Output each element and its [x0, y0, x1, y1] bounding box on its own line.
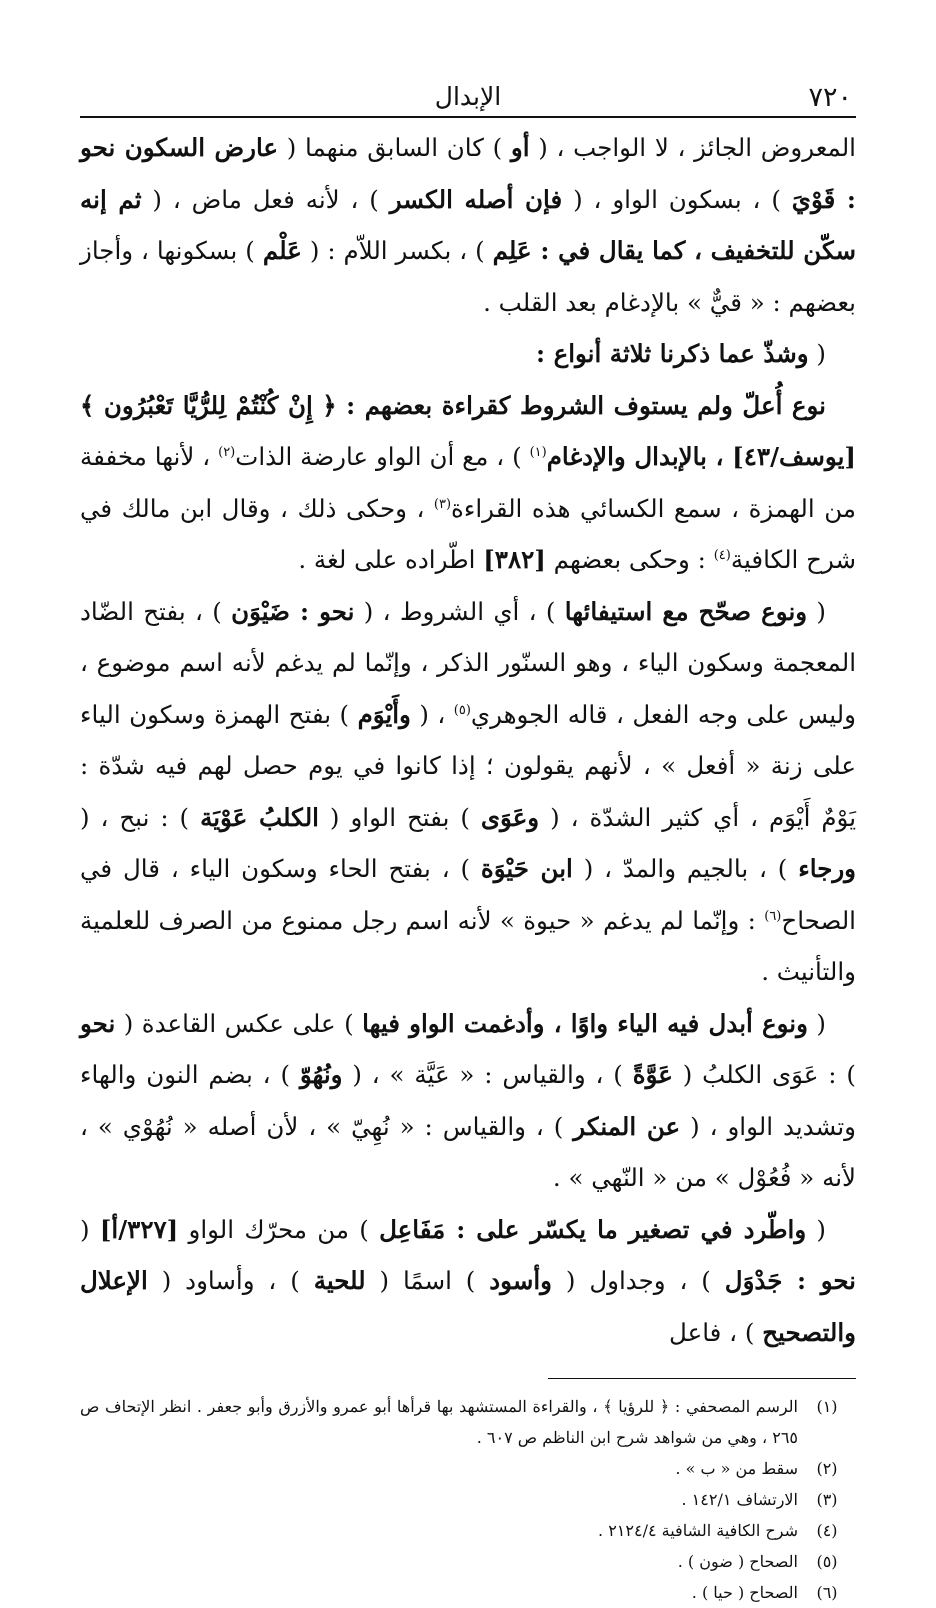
running-title: الإبدال — [434, 82, 502, 111]
paragraph: ( ونوع صحّح مع استيفائها ) ، أي الشروط ، ( نحو : ضَيْوَن ) ، بفتح الضّاد المعجمة وسكون الياء ، وهو السنّور الذكر ، وإنّما لم يدغم لأنه اسم موضوع ، وليس على وجه الفعل ، قاله الجوهري$^{(٥)}$ ، ( وأَيْوَم ) بفتح الهمزة وسكون الياء على زنة « أفعل » ، لأنهم يقولون ؛ إذا كانوا في يوم حصل لهم فيه شدّة : يَوْمٌ أَيْوَم ، أي كثير الشدّة ، ( وعَوَى ) بفتح الواو ( الكلبُ عَوْيَة ) : نبح ، ( ورجاء ) ، بالجيم والمدّ ، ( ابن حَيْوَة ) ، بفتح الحاء وسكون الياء ، قال في الصحاح$^{(٦)}$ : وإنّما لم يدغم « حيوة » لأنه اسم رجل ممنوع من الصرف للعلمية والتأنيث . — [80, 596, 857, 986]
page-number: ٧٢٠ — [808, 82, 852, 113]
paragraph: ( واطّرد في تصغير ما يكسّر على : مَفَاعِل ) من محرّك الواو [٣٢٧/أ] ( نحو : جَدْوَل ) ، وجداول ( وأسود ) اسمًا ( للحية ) ، وأساود ( الإعلال والتصحيح ) ، فاعل — [80, 1214, 857, 1347]
paragraph: المعروض الجائز ، لا الواجب ، ( أو ) كان السابق منهما ( عارض السكون نحو : قَوْيَ ) ، بسكون الواو ، ( فإن أصله الكسر ) ، لأنه فعل ماض ، ( ثم إنه سكّن للتخفيف ، كما يقال في : عَلِم ) ، بكسر اللاّم : ( عَلْم ) بسكونها ، وأجاز بعضهم : « قيٌّ » بالإدغام بعد القلب . — [80, 133, 857, 317]
footnote: (٢) سقط من « ب » . — [675, 1459, 838, 1478]
footnote-ref: (١) — [529, 444, 547, 460]
footnote-ref: (٤) — [713, 547, 731, 563]
footnote: (٣) الارتشاف ١٤٢/١ . — [681, 1490, 838, 1509]
footnote-ref: (٢) — [218, 444, 236, 460]
paragraph: نوع أُعلّ ولم يستوف الشروط كقراءة بعضهم : ﴿ إِنْ كُنْتُمْ لِلرُّيَّا تَعْبُرُون ﴾ [يوسف/٤٣] ، بالإبدال والإدغام$^{(١)}$ ) ، مع أن الواو عارضة الذات$^{(٢)}$ ، لأنها مخففة من الهمزة ، سمع الكسائي هذه القراءة$^{(٣)}$ ، وحكى ذلك ، وقال ابن مالك في شرح الكافية$^{(٤)}$ : وحكى بعضهم [٣٨٢] اطّراده على لغة . — [80, 390, 856, 574]
footnotes — [80, 1391, 856, 1608]
paragraph: ( وشذّ عما ذكرنا ثلاثة أنواع : — [536, 339, 826, 368]
book-page — [80, 70, 856, 1608]
footnote: (٥) الصحاح ( ضون ) . — [677, 1552, 838, 1571]
footnote-separator — [548, 1378, 856, 1379]
main-text — [80, 122, 856, 1358]
footnote: (٤) شرح الكافية الشافية ٢١٢٤/٤ . — [598, 1521, 838, 1540]
footnote: (١) الرسم المصحفي : ﴿ للرؤيا ﴾ ، والقراءة المستشهد بها قرأها أبو عمرو والأزرق وأبو جعفر . انظر الإتحاف ص ٢٦٥ ، وهي من شواهد شرح ابن الناظم ص ٦٠٧ . — [80, 1397, 838, 1447]
page-header — [80, 70, 856, 118]
footnote-ref: (٣) — [433, 496, 452, 512]
footnote-ref: (٦) — [764, 908, 782, 924]
footnote-ref: (٥) — [453, 702, 471, 718]
footnote: (٦) الصحاح ( حيا ) . — [691, 1583, 838, 1602]
paragraph: ( ونوع أبدل فيه الياء واوًا ، وأدغمت الواو فيها ) على عكس القاعدة ( نحو ) : عَوَى الكلبُ ( عَوَّةً ) ، والقياس : « عَيَّة » ، ( ونُهُوّ ) ، بضم النون والهاء وتشديد الواو ، ( عن المنكر ) ، والقياس : « نُهِيّ » ، لأن أصله « نُهُوْي » ، لأنه « فُعُوْل » من « النّهي » . — [80, 1008, 856, 1192]
